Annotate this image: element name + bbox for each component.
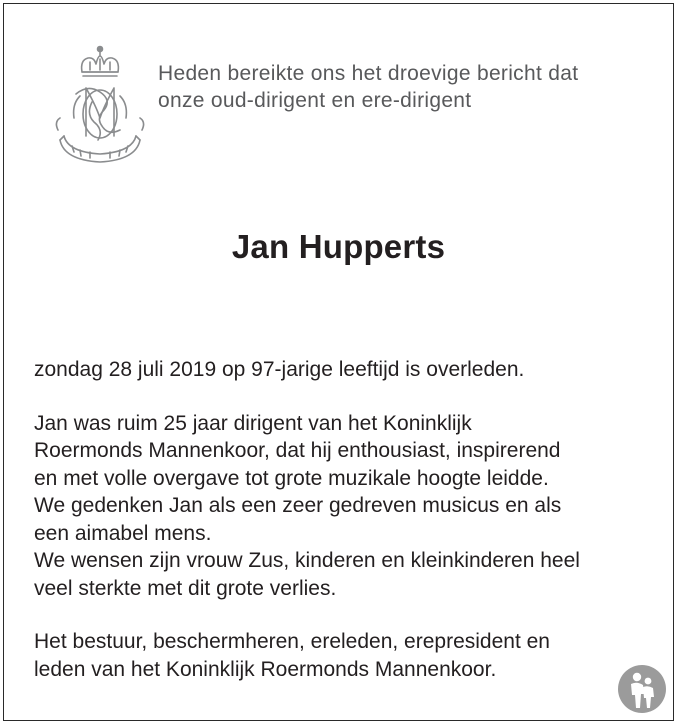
deceased-name: Jan Hupperts bbox=[231, 228, 446, 265]
intro-line: onze oud-dirigent en ere-dirigent bbox=[158, 89, 472, 112]
intro-text bbox=[158, 60, 658, 114]
signature-paragraph bbox=[34, 628, 659, 683]
tribute-line: We wensen zijn vrouw Zus, kinderen en kleinkinderen heel bbox=[34, 549, 580, 572]
tribute-line: veel sterkte met dit grote verlies. bbox=[34, 576, 337, 600]
choir-emblem-icon bbox=[52, 44, 148, 170]
announcement-body bbox=[34, 356, 659, 683]
tribute-line: en met volle overgave tot grote muzikale hoogte leidde. bbox=[34, 466, 549, 490]
tribute-line: een aimabel mens. bbox=[34, 521, 212, 545]
mourning-figures-icon bbox=[617, 664, 667, 714]
signature-line: leden van het Koninklijk Roermonds Mannenkoor. bbox=[34, 657, 497, 681]
tribute-line: Jan was ruim 25 jaar dirigent van het Koninklijk bbox=[34, 411, 472, 435]
date-line: zondag 28 juli 2019 op 97-jarige leeftijd is overleden. bbox=[34, 358, 525, 381]
tribute-line: Roermonds Mannenkoor, dat hij enthousiast, inspirerend bbox=[34, 439, 561, 462]
tribute-line: We gedenken Jan als een zeer gedreven musicus en als bbox=[34, 494, 562, 517]
signature-line: Het bestuur, beschermheren, ereleden, erepresident en bbox=[34, 630, 550, 653]
tribute-paragraph bbox=[34, 410, 659, 603]
intro-line: Heden bereikte ons het droevige bericht dat bbox=[158, 62, 579, 85]
